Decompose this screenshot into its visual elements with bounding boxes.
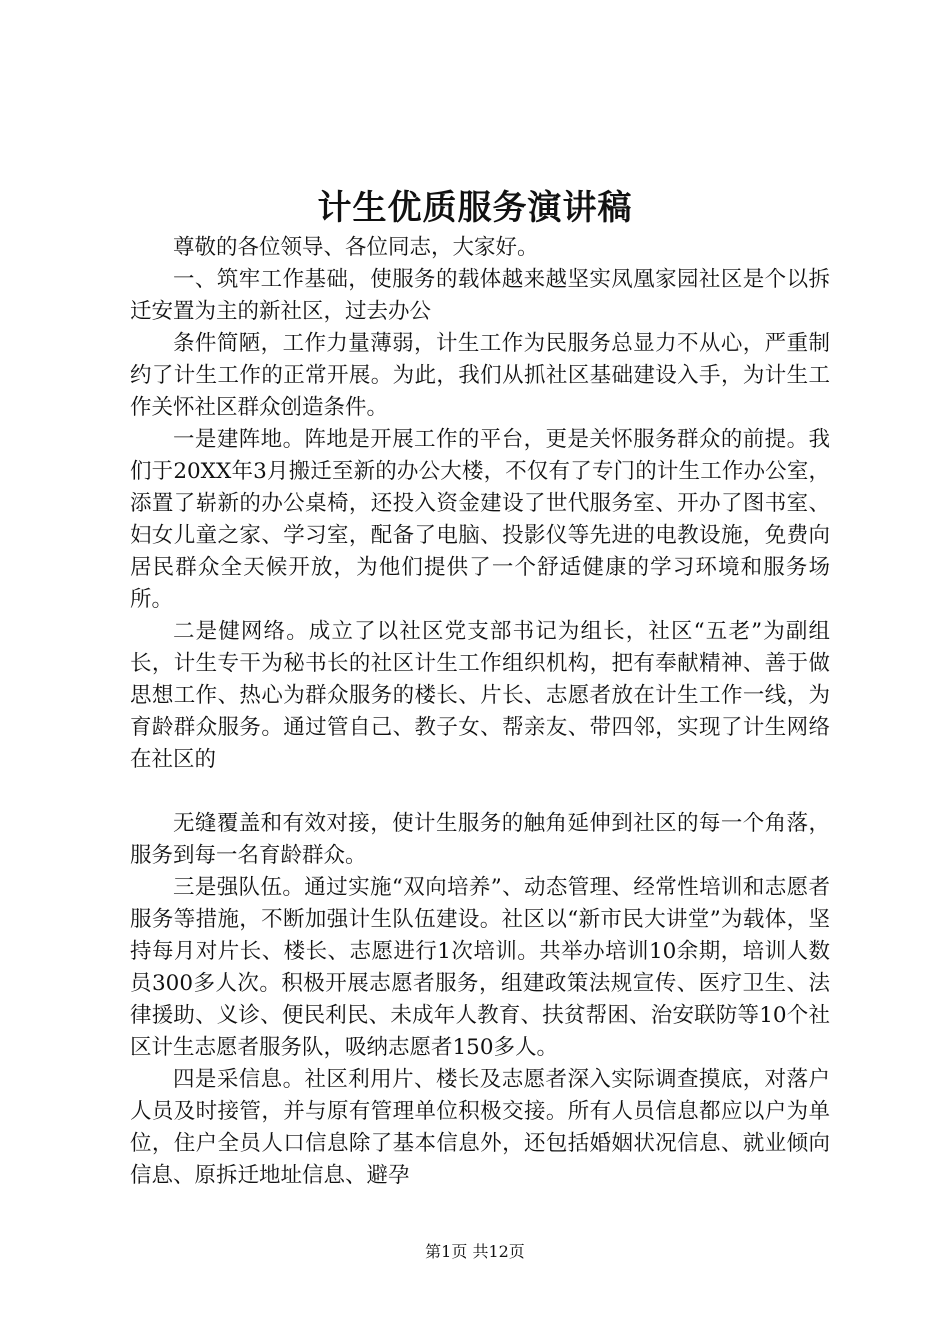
paragraph: 二是健网络。成立了以社区党支部书记为组长，社区“五老”为副组长，计生专干为秘书长的社区计生工作组织机构，把有奉献精神、善于做思想工作、热心为群众服务的楼长、片长、志愿者放在计生工作一线，为育龄群众服务。通过管自己、教子女、帮亲友、带四邻，实现了计生网络在社区的 bbox=[130, 619, 830, 772]
paragraph: 一、筑牢工作基础，使服务的载体越来越坚实凤凰家园社区是个以拆迁安置为主的新社区，过去办公 bbox=[130, 267, 830, 324]
paragraph: 尊敬的各位领导、各位同志，大家好。 bbox=[173, 235, 539, 260]
paragraph: 无缝覆盖和有效对接，使计生服务的触角延伸到社区的每一个角落，服务到每一名育龄群众。 bbox=[130, 811, 830, 868]
paragraph: 四是采信息。社区利用片、楼长及志愿者深入实际调查摸底，对落户人员及时接管，并与原有管理单位积极交接。所有人员信息都应以户为单位，住户全员人口信息除了基本信息外，还包括婚姻状况信息、就业倾向信息、原拆迁地址信息、避孕 bbox=[130, 1067, 830, 1188]
page-number-footer: 第1页 共12页 bbox=[425, 1242, 525, 1261]
paragraph: 一是建阵地。阵地是开展工作的平台，更是关怀服务群众的前提。我们于20XX年3月搬迁至新的办公大楼，不仅有了专门的计生工作办公室，添置了崭新的办公桌椅，还投入资金建设了世代服务室、开办了图书室、妇女儿童之家、学习室，配备了电脑、投影仪等先进的电教设施，免费向居民群众全天候开放，为他们提供了一个舒适健康的学习环境和服务场所。 bbox=[130, 427, 830, 612]
paragraph: 三是强队伍。通过实施“双向培养”、动态管理、经常性培训和志愿者服务等措施，不断加强计生队伍建设。社区以“新市民大讲堂”为载体，坚持每月对片长、楼长、志愿进行1次培训。共举办培训10余期，培训人数员300多人次。积极开展志愿者服务，组建政策法规宣传、医疗卫生、法律援助、义诊、便民利民、未成年人教育、扶贫帮困、治安联防等10个社区计生志愿者服务队，吸纳志愿者150多人。 bbox=[130, 875, 830, 1060]
document-title: 计生优质服务演讲稿 bbox=[317, 188, 633, 228]
document-body bbox=[130, 232, 830, 1192]
paragraph: 条件简陋，工作力量薄弱，计生工作为民服务总显力不从心，严重制约了计生工作的正常开展。为此，我们从抓社区基础建设入手，为计生工作关怀社区群众创造条件。 bbox=[130, 331, 830, 420]
